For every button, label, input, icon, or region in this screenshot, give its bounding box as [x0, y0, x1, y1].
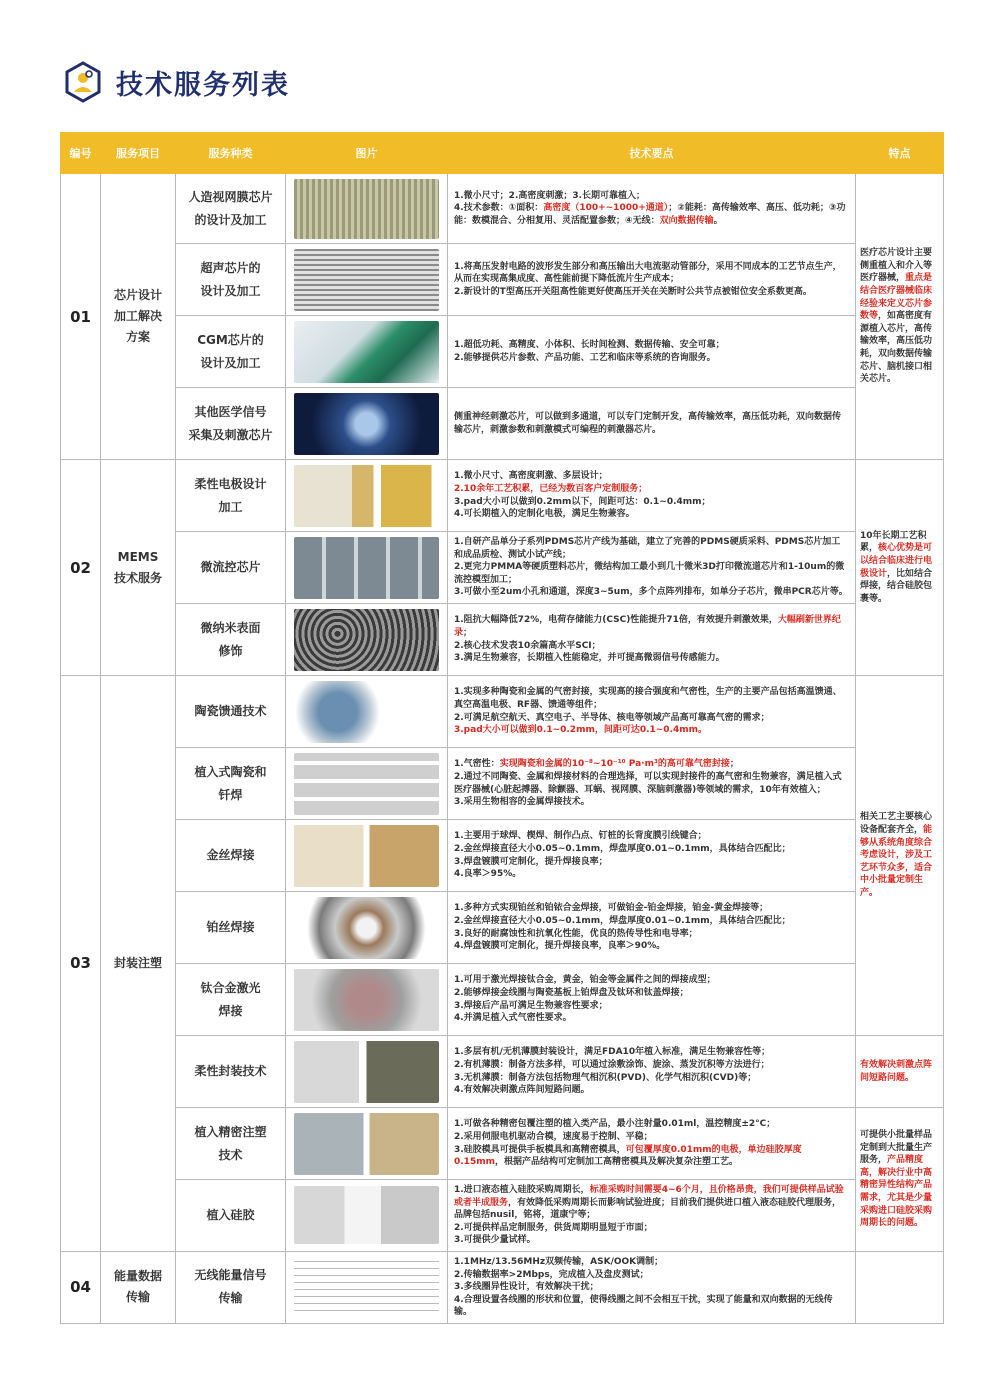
point-line	[454, 1118, 849, 1131]
text-run: 相关工艺主要核心设备配套齐全，	[860, 812, 933, 836]
text-run: 4.并满足植入式气密性要求。	[454, 1013, 572, 1024]
table-row	[61, 748, 944, 820]
cell-line: 陶瓷馈通技术	[194, 704, 267, 718]
text-run: 核心优势是可以结合临床进行电极设计	[860, 543, 933, 579]
cell-line: 方案	[125, 330, 150, 344]
feature-cell	[856, 1251, 944, 1323]
feature-cell	[856, 676, 944, 1036]
point-line	[454, 1012, 849, 1025]
text-run: 高密度（100+~1000+通道）	[543, 203, 669, 214]
table-row	[61, 964, 944, 1036]
point-line	[454, 1269, 849, 1282]
text-run: 能够从系统角度综合考虑设计，涉及工艺环节众多，适合中小批量定制生产。	[860, 825, 933, 898]
tech-points	[448, 1251, 856, 1323]
table-row	[61, 1251, 944, 1323]
cell-line: 传输	[218, 1291, 243, 1306]
product-photo	[294, 681, 439, 743]
tech-points	[448, 532, 856, 604]
tech-points	[448, 1108, 856, 1180]
picture-cell	[286, 892, 448, 964]
text-run: 3.焊盘镀膜可定制化，提升焊接良率；	[454, 856, 608, 867]
header-cell: 编号	[61, 133, 101, 174]
header-cell: 技术要点	[448, 133, 856, 174]
point-line	[454, 496, 849, 509]
table-row	[61, 532, 944, 604]
cell-line: 植入式陶瓷和	[194, 764, 267, 779]
table-header-row	[61, 133, 944, 174]
table-row	[61, 820, 944, 892]
cell-line: 设计及加工	[200, 283, 261, 298]
cell-line: 采集及刺激芯片	[188, 427, 273, 442]
header-cell: 服务种类	[176, 133, 286, 174]
text-run: 1.可用于激光焊接钛合金，黄金，铂金等金属件之间的焊接成型；	[454, 975, 716, 986]
point-line	[454, 614, 849, 639]
product-photo	[294, 609, 439, 671]
point-line	[454, 771, 849, 796]
picture-cell	[286, 676, 448, 748]
point-line	[454, 686, 849, 711]
service-number: 02	[61, 460, 101, 676]
product-photo	[294, 249, 439, 311]
tech-points	[448, 820, 856, 892]
service-kind	[176, 316, 286, 388]
service-kind	[176, 676, 286, 748]
text-run: 4.焊盘镀膜可定制化，提升焊接良率，良率＞90%。	[454, 941, 666, 952]
tech-points	[448, 316, 856, 388]
tech-points	[448, 460, 856, 532]
point-line	[454, 1144, 849, 1169]
product-photo	[294, 1257, 439, 1317]
text-run: 3.可提供少量试样。	[454, 1235, 536, 1246]
picture-cell	[286, 244, 448, 316]
header-cell: 服务项目	[101, 133, 176, 174]
point-line	[454, 411, 849, 436]
cell-line: 无线能量信号	[194, 1268, 267, 1283]
text-run: 产品精度高，解决行业中高精密异性结构产品需求，尤其是少量采购进口硅胶采购周期长的问题。	[860, 1155, 933, 1229]
text-run: 3.硅胶模具可提供手板模具和高精密模具，	[454, 1144, 626, 1155]
product-photo	[294, 825, 439, 887]
text-run: 3.满足生物兼容，长期植入性能稳定，并可提高微弱信号传感能力。	[454, 653, 725, 664]
product-photo	[294, 465, 439, 527]
text-run: 1.微小尺寸、高密度刺激、多层设计；	[454, 471, 608, 482]
cell-line: 钛合金激光	[200, 980, 261, 995]
cell-line: 柔性封装技术	[194, 1064, 267, 1078]
point-line	[454, 1281, 849, 1294]
cell-line: 封装注塑	[113, 955, 162, 970]
service-table	[60, 132, 944, 1324]
cell-line: 设计及加工	[200, 355, 261, 370]
product-photo	[294, 179, 439, 239]
text-run: 4.合理设置各线圈的形状和位置，使得线圈之间不会相互干扰，实现了能量和双向数据的无线传输。	[454, 1294, 833, 1318]
cell-line: 的设计及加工	[194, 212, 267, 227]
text-run: 实现陶瓷和金属的10⁻⁸~10⁻¹⁰ Pa·m³的高可靠气密封接	[499, 759, 730, 770]
point-line	[454, 868, 849, 881]
point-line	[454, 640, 849, 653]
product-photo	[294, 753, 439, 815]
product-photo	[294, 969, 439, 1031]
text-run: 3.焊接后产品可满足生物兼容性要求；	[454, 1000, 608, 1011]
cell-line: 能量数据	[113, 1269, 162, 1284]
point-line	[454, 508, 849, 521]
text-run: ，比如结合焊接，结合硅胶包裹等。	[860, 568, 933, 604]
cell-line: 芯片设计	[113, 288, 162, 302]
text-run: 3.无机薄膜：制备方法包括物理气相沉积(PVD)、化学气相沉积(CVD)等；	[454, 1072, 757, 1083]
text-run: 2.金丝焊接直径大小0.05~0.1mm，焊盘厚度0.01~0.1mm，具体结合匹配比；	[454, 843, 791, 854]
point-line	[454, 1059, 849, 1072]
point-line	[454, 902, 849, 915]
point-line	[454, 712, 849, 725]
service-kind	[176, 174, 286, 244]
text-run: 2.10余年工艺积累，已经为数百客户定制服务；	[454, 483, 648, 494]
cell-line: 其他医学信号	[194, 404, 267, 419]
tech-points	[448, 964, 856, 1036]
cell-line: 超声芯片的	[200, 260, 261, 275]
service-kind	[176, 244, 286, 316]
product-photo	[294, 321, 439, 383]
text-run: ；②能耗：高传输效率、高压、低功耗；③功能：数模混合、分相复用、灵活配置参数；④无线：	[454, 203, 846, 226]
text-run: 可包覆厚度0.01mm的电极，单边硅胶厚度0.15mm	[454, 1144, 802, 1168]
text-run: 1.阻抗大幅降低72%，电荷存储能力(CSC)性能提升71倍，有效提升刺激效果，	[454, 615, 778, 626]
text-run: ；	[729, 759, 739, 770]
text-run: 1.超低功耗、高精度、小体积、长时间检测、数据传输、安全可靠；	[454, 339, 725, 350]
tech-points	[448, 244, 856, 316]
cell-line: 钎焊	[218, 787, 243, 802]
service-kind	[176, 964, 286, 1036]
text-run: 1.可做各种精密包覆注塑的植入类产品，最小注射量0.01ml，温控精度±2°C；	[454, 1119, 776, 1130]
service-kind	[176, 892, 286, 964]
service-project	[101, 676, 176, 1252]
tech-points	[448, 174, 856, 244]
point-line	[454, 915, 849, 928]
text-run: 侧重神经刺激芯片，可以做到多通道，可以专门定制开发，高传输效率，高压低功耗，双向数据传输芯片，刺激参数和刺激模式可编程的刺激器芯片。	[454, 411, 842, 435]
text-run: 标准采购时间需要4~6个月，且价格昂贵，我们可提供样品试验或者半成服务	[454, 1185, 844, 1208]
point-line	[454, 586, 849, 599]
point-line	[454, 724, 849, 737]
text-run: 3.pad大小可以做到0.2mm以下，间距可达：0.1~0.4mm；	[454, 496, 711, 507]
feature-cell	[856, 174, 944, 460]
text-run: 4.良率＞95%。	[454, 869, 522, 880]
point-line	[454, 1294, 849, 1319]
text-run: 1.微小尺寸；2.高密度刺激；3.长期可靠植入；	[454, 190, 646, 201]
text-run: 2.可提供样品定制服务，供货周期明显短于市面；	[454, 1222, 653, 1233]
cell-line: 技术	[218, 1147, 243, 1162]
text-run: 2.有机薄膜：制备方法多样，可以通过涂敷涂饰、旋涂、蒸发沉积等方法进行；	[454, 1059, 770, 1070]
text-run: 。	[713, 215, 723, 226]
service-kind	[176, 388, 286, 460]
table-row	[61, 604, 944, 676]
point-line	[454, 261, 849, 286]
picture-cell	[286, 532, 448, 604]
service-number: 04	[61, 1251, 101, 1323]
point-line	[454, 1084, 849, 1097]
picture-cell	[286, 1251, 448, 1323]
picture-cell	[286, 460, 448, 532]
gear-person-icon	[62, 61, 104, 103]
text-run: 3.多线圈异性设计，有效解决干扰；	[454, 1282, 599, 1293]
point-line	[454, 483, 849, 496]
point-line	[454, 190, 849, 203]
cell-line: 修饰	[218, 643, 243, 658]
text-run: 1.多层有机/无机薄膜封装设计，满足FDA10年植入标准，满足生物兼容性等；	[454, 1047, 771, 1058]
tech-points	[448, 1180, 856, 1252]
product-photo	[294, 1186, 439, 1244]
point-line	[454, 202, 849, 227]
point-line	[454, 1222, 849, 1235]
text-run: 3.良好的耐腐蚀性和抗氧化性能，优良的热传导性和电导率；	[454, 928, 698, 939]
tech-points	[448, 748, 856, 820]
point-line	[454, 856, 849, 869]
text-run: 2.采用伺服电机驱动合模，速度易于控制、平稳；	[454, 1131, 653, 1142]
tech-points	[448, 1036, 856, 1108]
text-run: 2.能够焊接金线圈与陶瓷基板上铂焊盘及钛环和钛盖焊接；	[454, 987, 689, 998]
text-run: 3.采用生物相容的金属焊接技术。	[454, 797, 590, 808]
text-run: ，根据产品结构可定制加工高精密模具及解决复杂注塑工艺。	[494, 1157, 738, 1168]
table-row	[61, 460, 944, 532]
cell-line: 人造视网膜芯片	[188, 189, 273, 204]
text-run: 3.可做小至2um小孔和通道，深度3~5um，多个点阵列排布，如单分子芯片，微串PCR芯片等。	[454, 587, 848, 598]
text-run: 10年长期工艺积累，	[860, 530, 927, 554]
text-run: 2.通过不同陶瓷、金属和焊接材料的合理选择，可以实现封接件的高气密和生物兼容，满足植入式医疗器械(心脏起搏器、除颤器、耳蜗、视网膜、深脑刺激器)等领域的需求，10年有效植入；	[454, 771, 842, 795]
cell-line: 铂丝焊接	[206, 920, 255, 934]
table-row	[61, 1108, 944, 1180]
point-line	[454, 843, 849, 856]
table-row	[61, 174, 944, 244]
feature-cell	[856, 460, 944, 676]
cell-line: 微纳米表面	[200, 620, 261, 635]
cell-line: 加工	[218, 499, 243, 514]
text-run: 2.新设计的T型高压开关阻高性能更好使高压开关在关断时公共节点被钳位安全系数更高。	[454, 286, 812, 297]
tech-points	[448, 892, 856, 964]
text-run: ；	[463, 627, 473, 638]
cell-line: MEMS	[117, 549, 159, 564]
text-run: 1.自研产品单分子系列PDMS芯片产线为基础，建立了完善的PDMS硬质采料、PDMS芯片加工和成品质检、测试小试产线；	[454, 537, 841, 560]
text-run: 1.实现多种陶瓷和金属的气密封接，实现高的接合强度和气密性，生产的主要产品包括高温馈通、真空高温电极、RF器、馈通等组件；	[454, 687, 842, 710]
service-kind	[176, 460, 286, 532]
cell-line: CGM芯片的	[197, 332, 264, 347]
text-run: 医疗芯片设计主要侧重植入和介入等医疗器械，	[860, 248, 933, 284]
point-line	[454, 1000, 849, 1013]
product-photo	[294, 537, 439, 599]
point-line	[454, 940, 849, 953]
table-row	[61, 244, 944, 316]
text-run: 有效解决刺激点阵间短路问题。	[860, 1059, 933, 1083]
table-row	[61, 316, 944, 388]
point-line	[454, 339, 849, 352]
table-row	[61, 388, 944, 460]
text-run: 1.气密性：	[454, 759, 500, 770]
text-run: 1.将高压发射电路的波形发生部分和高压输出大电流驱动管部分，采用不同成本的工艺节点生产，从而在实现高集成度、高性能前提下降低流片生产成本；	[454, 261, 842, 285]
service-kind	[176, 820, 286, 892]
service-kind	[176, 1036, 286, 1108]
text-run: 2.金丝焊接直径大小0.05~0.1mm，焊盘厚度0.01~0.1mm，具体结合匹配比；	[454, 915, 791, 926]
picture-cell	[286, 604, 448, 676]
tech-points	[448, 388, 856, 460]
cell-line: 柔性电极设计	[194, 476, 267, 491]
cell-line: 传输	[125, 1290, 150, 1305]
table-row	[61, 676, 944, 748]
picture-cell	[286, 1108, 448, 1180]
cell-line: 金丝焊接	[206, 848, 255, 862]
point-line	[454, 352, 849, 365]
text-run: 重点是结合医疗器械临床经验来定义芯片参数等	[860, 273, 933, 322]
text-run: 2.能够提供芯片参数、产品功能、工艺和临床等系统的咨询服务。	[454, 352, 716, 363]
text-run: 2.更完力PMMA等硬质塑料芯片，微结构加工最小到几十微米3D打印微流道芯片和1-10um的微流控模型加工；	[454, 562, 845, 585]
text-run: 1.主要用于球焊、楔焊、制作凸点、钉桩的长背度膜引线键合；	[454, 831, 707, 842]
service-project	[101, 460, 176, 676]
text-run: 4.有效解决刺激点阵间短路问题。	[454, 1085, 590, 1096]
page-title: 技术服务列表	[116, 69, 290, 101]
point-line	[454, 1256, 849, 1269]
text-run: 1.1MHz/13.56MHz双频传输，ASK/OOK调制；	[454, 1256, 664, 1267]
table-body	[61, 174, 944, 1324]
service-kind	[176, 748, 286, 820]
text-run: 2.传输数据率>2Mbps，完成植入及盘皮测试；	[454, 1269, 649, 1280]
service-kind	[176, 1251, 286, 1323]
product-photo	[294, 897, 439, 959]
text-run: 4.技术参数：①面积：	[454, 203, 544, 214]
page-header	[62, 58, 290, 106]
point-line	[454, 652, 849, 665]
cell-line: 焊接	[218, 1003, 243, 1018]
feature-cell	[856, 1108, 944, 1252]
cell-line: 技术服务	[113, 570, 162, 585]
picture-cell	[286, 820, 448, 892]
text-run: 1.多种方式实现铂丝和铂铱合金焊接，可做铂金-铂金焊接，铂金-黄金焊接等；	[454, 903, 769, 914]
text-run: 3.pad大小可以做到0.1~0.2mm，间距可达0.1~0.4mm。	[454, 725, 708, 736]
service-project	[101, 174, 176, 460]
picture-cell	[286, 748, 448, 820]
text-run: 1.进口液态植入硅胶采购周期长，	[454, 1185, 590, 1195]
point-line	[454, 987, 849, 1000]
text-run: 4.可长期植入的定制化电极，满足生物兼容。	[454, 509, 635, 520]
table-row	[61, 1036, 944, 1108]
point-line	[454, 830, 849, 843]
cell-line: 加工解决	[113, 309, 162, 323]
picture-cell	[286, 174, 448, 244]
point-line	[454, 796, 849, 809]
header-cell: 图片	[286, 133, 448, 174]
service-number: 01	[61, 174, 101, 460]
point-line	[454, 561, 849, 586]
text-run: 2.可满足航空航天、真空电子、半导体、核电等领域产品高可靠高气密的需求；	[454, 712, 770, 723]
text-run: 双向数据传输	[659, 215, 714, 226]
point-line	[454, 1046, 849, 1059]
point-line	[454, 928, 849, 941]
point-line	[454, 1131, 849, 1144]
point-line	[454, 536, 849, 561]
table-row	[61, 1180, 944, 1252]
picture-cell	[286, 316, 448, 388]
point-line	[454, 758, 849, 771]
point-line	[454, 974, 849, 987]
point-line	[454, 470, 849, 483]
text-run: ，有效降低采购周期长而影响试验进度；目前我们提供进口植入液态硅胶代理服务，品牌包括nusil，铭将，道康宁等；	[454, 1197, 842, 1221]
service-kind	[176, 604, 286, 676]
product-photo	[294, 393, 439, 455]
text-run: 2.核心技术发表10余篇高水平SCI；	[454, 640, 601, 651]
service-project	[101, 1251, 176, 1323]
text-run: 大幅刷新世界纪录	[454, 615, 841, 638]
picture-cell	[286, 964, 448, 1036]
picture-cell	[286, 388, 448, 460]
text-run: 可提供小批量样品定制到大批量生产服务，	[860, 1130, 933, 1166]
service-kind	[176, 1180, 286, 1252]
text-run: ，如高密度有源植入芯片，高传输效率，高压低功耗，双向数据传输芯片、脑机接口相关芯片。	[860, 311, 933, 385]
service-kind	[176, 532, 286, 604]
table-row	[61, 892, 944, 964]
picture-cell	[286, 1036, 448, 1108]
tech-points	[448, 676, 856, 748]
point-line	[454, 1184, 849, 1222]
cell-line: 植入硅胶	[206, 1207, 255, 1222]
product-photo	[294, 1113, 439, 1175]
tech-points	[448, 604, 856, 676]
cell-line: 微流控芯片	[200, 560, 261, 574]
cell-line: 植入精密注塑	[194, 1124, 267, 1139]
point-line	[454, 1072, 849, 1085]
picture-cell	[286, 1180, 448, 1252]
point-line	[454, 286, 849, 299]
header-cell: 特点	[856, 133, 944, 174]
service-number: 03	[61, 676, 101, 1252]
product-photo	[294, 1041, 439, 1103]
point-line	[454, 1234, 849, 1247]
service-kind	[176, 1108, 286, 1180]
feature-cell	[856, 1036, 944, 1108]
